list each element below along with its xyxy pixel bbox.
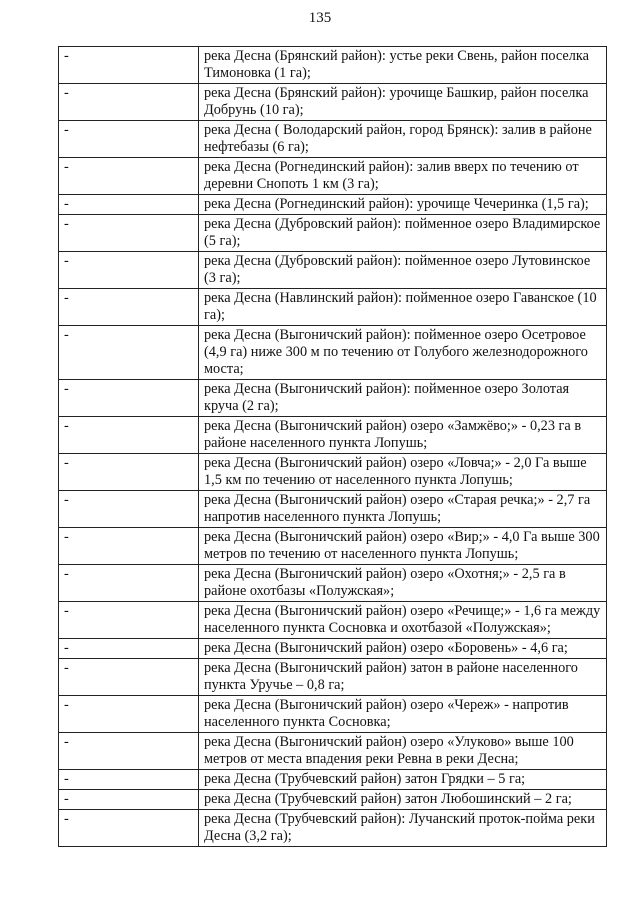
row-marker: -: [59, 639, 199, 659]
row-marker: -: [59, 659, 199, 696]
table-row: [59, 47, 607, 84]
table-row: [59, 252, 607, 289]
page-number: 135: [308, 10, 332, 26]
row-description: река Десна (Выгоничский район) озеро «Череж» - напротив населенного пункта Сосновка;: [199, 696, 607, 733]
table-row: [59, 602, 607, 639]
table-row: [59, 380, 607, 417]
row-marker: -: [59, 158, 199, 195]
row-marker: -: [59, 790, 199, 810]
table-row: [59, 417, 607, 454]
row-description: река Десна (Трубчевский район) затон Любошинский – 2 га;: [199, 790, 607, 810]
table-row: [59, 491, 607, 528]
row-description: река Десна (Дубровский район): пойменное озеро Владимирское (5 га);: [199, 215, 607, 252]
water-bodies-table: [58, 46, 607, 847]
table-row: [59, 215, 607, 252]
row-marker: -: [59, 491, 199, 528]
row-description: река Десна (Выгоничский район): пойменное озеро Золотая круча (2 га);: [199, 380, 607, 417]
row-marker: -: [59, 252, 199, 289]
row-description: река Десна (Выгоничский район) озеро «Ловча;» - 2,0 Га выше 1,5 км по течению от населенного пункта Лопушь;: [199, 454, 607, 491]
table-row: [59, 454, 607, 491]
row-marker: -: [59, 696, 199, 733]
row-marker: -: [59, 326, 199, 380]
row-marker: -: [59, 195, 199, 215]
row-marker: -: [59, 215, 199, 252]
row-description: река Десна (Выгоничский район): пойменное озеро Осетровое (4,9 га) ниже 300 м по течению от Голубого железнодорожного моста;: [199, 326, 607, 380]
row-marker: -: [59, 47, 199, 84]
row-description: река Десна (Трубчевский район) затон Грядки – 5 га;: [199, 770, 607, 790]
row-marker: -: [59, 810, 199, 847]
row-description: река Десна (Выгоничский район) озеро «Речище;» - 1,6 га между населенного пункта Сосновка и охотбазой «Полужская»;: [199, 602, 607, 639]
row-description: река Десна (Рогнединский район): урочище Чечеринка (1,5 га);: [199, 195, 607, 215]
row-description: река Десна (Рогнединский район): залив вверх по течению от деревни Снопоть 1 км (3 га);: [199, 158, 607, 195]
table-row: [59, 639, 607, 659]
row-marker: -: [59, 770, 199, 790]
row-description: река Десна (Навлинский район): пойменное озеро Гаванское (10 га);: [199, 289, 607, 326]
row-description: река Десна (Выгоничский район) озеро «Охотня;» - 2,5 га в районе охотбазы «Полужская»;: [199, 565, 607, 602]
table-row: [59, 326, 607, 380]
table-row: [59, 84, 607, 121]
row-description: река Десна (Выгоничский район) озеро «Старая речка;» - 2,7 га напротив населенного пункта Лопушь;: [199, 491, 607, 528]
row-marker: -: [59, 528, 199, 565]
row-description: река Десна (Трубчевский район): Лучанский проток-пойма реки Десна (3,2 га);: [199, 810, 607, 847]
table-body: [59, 47, 607, 847]
row-marker: -: [59, 380, 199, 417]
row-description: река Десна (Брянский район): устье реки Свень, район поселка Тимоновка (1 га);: [199, 47, 607, 84]
table-row: [59, 528, 607, 565]
row-marker: -: [59, 289, 199, 326]
row-description: река Десна (Выгоничский район) озеро «Замжёво;» - 0,23 га в районе населенного пункта Лопушь;: [199, 417, 607, 454]
table-row: [59, 733, 607, 770]
row-marker: -: [59, 602, 199, 639]
row-description: река Десна (Выгоничский район) озеро «Вир;» - 4,0 Га выше 300 метров по течению от населенного пункта Лопушь;: [199, 528, 607, 565]
row-description: река Десна (Выгоничский район) озеро «Боровень» - 4,6 га;: [199, 639, 607, 659]
row-description: река Десна (Выгоничский район) озеро «Улуково» выше 100 метров от места впадения реки Ревна в реки Десна;: [199, 733, 607, 770]
table-row: [59, 289, 607, 326]
row-marker: -: [59, 84, 199, 121]
table-row: [59, 659, 607, 696]
row-marker: -: [59, 454, 199, 491]
table-row: [59, 121, 607, 158]
table-row: [59, 770, 607, 790]
table-row: [59, 158, 607, 195]
table-row: [59, 195, 607, 215]
table-row: [59, 810, 607, 847]
row-description: река Десна (Дубровский район): пойменное озеро Лутовинское (3 га);: [199, 252, 607, 289]
table-row: [59, 565, 607, 602]
row-description: река Десна (Брянский район): урочище Башкир, район поселка Добрунь (10 га);: [199, 84, 607, 121]
table-row: [59, 696, 607, 733]
row-marker: -: [59, 565, 199, 602]
row-description: река Десна ( Володарский район, город Брянск): залив в районе нефтебазы (6 га);: [199, 121, 607, 158]
row-marker: -: [59, 417, 199, 454]
row-marker: -: [59, 733, 199, 770]
row-description: река Десна (Выгоничский район) затон в районе населенного пункта Уручье – 0,8 га;: [199, 659, 607, 696]
row-marker: -: [59, 121, 199, 158]
table-row: [59, 790, 607, 810]
